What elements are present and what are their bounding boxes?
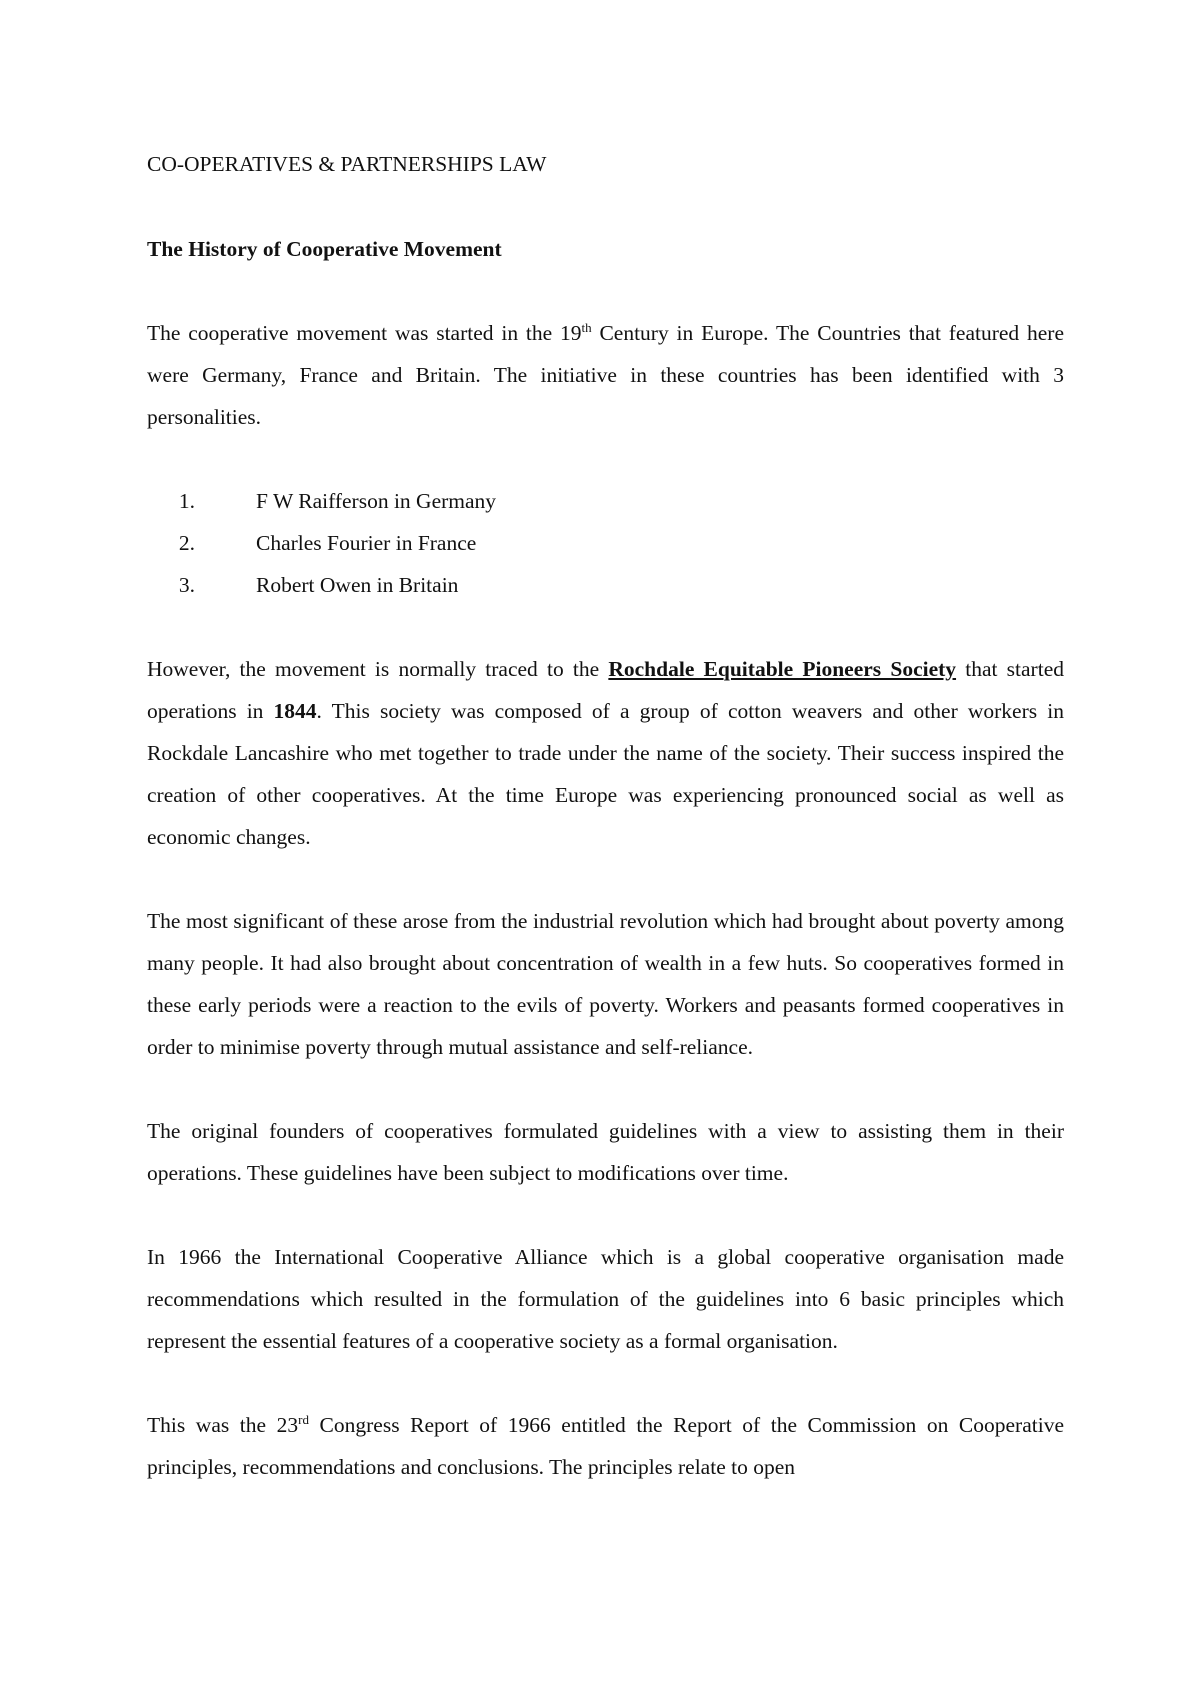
rochdale-text-1: However, the movement is normally traced to the [147, 657, 609, 681]
list-item [147, 522, 1064, 564]
list-item-text: Robert Owen in Britain [256, 573, 459, 597]
list-item [147, 564, 1064, 606]
rochdale-text-3: . This society was composed of a group of cotton weavers and other workers in Rockdale Lancashire who met together to trade under the name of the society. Their success inspired the creation of other cooperatives. At the time Europe was experiencing pronounced social as well as economic changes. [147, 699, 1064, 849]
congress-text-1: This was the 23 [147, 1413, 299, 1437]
founders-paragraph: The original founders of cooperatives formulated guidelines with a view to assisting them in their operations. These guidelines have been subject to modifications over time. [147, 1119, 1064, 1185]
section-heading: The History of Cooperative Movement [147, 237, 502, 261]
list-item [147, 480, 1064, 522]
list-item-text: Charles Fourier in France [256, 531, 477, 555]
society-name: Rochdale Equitable Pioneers Society [608, 657, 957, 681]
intro-superscript: th [581, 319, 592, 335]
industrial-paragraph: The most significant of these arose from the industrial revolution which had brought about poverty among many people. It had also brought about concentration of wealth in a few huts. So cooperatives formed in these early periods were a reaction to the evils of poverty. Workers and peasants formed cooperatives in order to minimise poverty through mutual assistance and self-reliance. [147, 909, 1064, 1059]
rochdale-text-2: that started operations in [147, 657, 1064, 723]
personalities-list [147, 480, 1064, 606]
list-item-number: 1. [178, 489, 195, 513]
intro-text-2: Century in Europe. The Countries that featured here were Germany, France and Britain. The initiative in these countries has been identified with 3 personalities. [147, 321, 1064, 429]
intro-paragraph [147, 312, 1064, 438]
congress-superscript: rd [298, 1411, 309, 1427]
congress-text-2: Congress Report of 1966 entitled the Report of the Commission on Cooperative principles, recommendations and conclusions. The principles relate to open [147, 1413, 1064, 1479]
list-item-number: 3. [178, 573, 195, 597]
founding-year: 1844 [273, 699, 317, 723]
document-title: CO-OPERATIVES & PARTNERSHIPS LAW [147, 152, 547, 176]
document-body [147, 143, 1064, 1488]
rochdale-paragraph [147, 648, 1064, 858]
list-item-number: 2. [178, 531, 195, 555]
congress-paragraph [147, 1404, 1064, 1488]
alliance-1966-paragraph: In 1966 the International Cooperative Alliance which is a global cooperative organisation made recommendations which resulted in the formulation of the guidelines into 6 basic principles which represent the essential features of a cooperative society as a formal organisation. [147, 1245, 1064, 1353]
intro-text-1: The cooperative movement was started in the 19 [147, 321, 582, 345]
list-item-text: F W Raifferson in Germany [256, 489, 497, 513]
